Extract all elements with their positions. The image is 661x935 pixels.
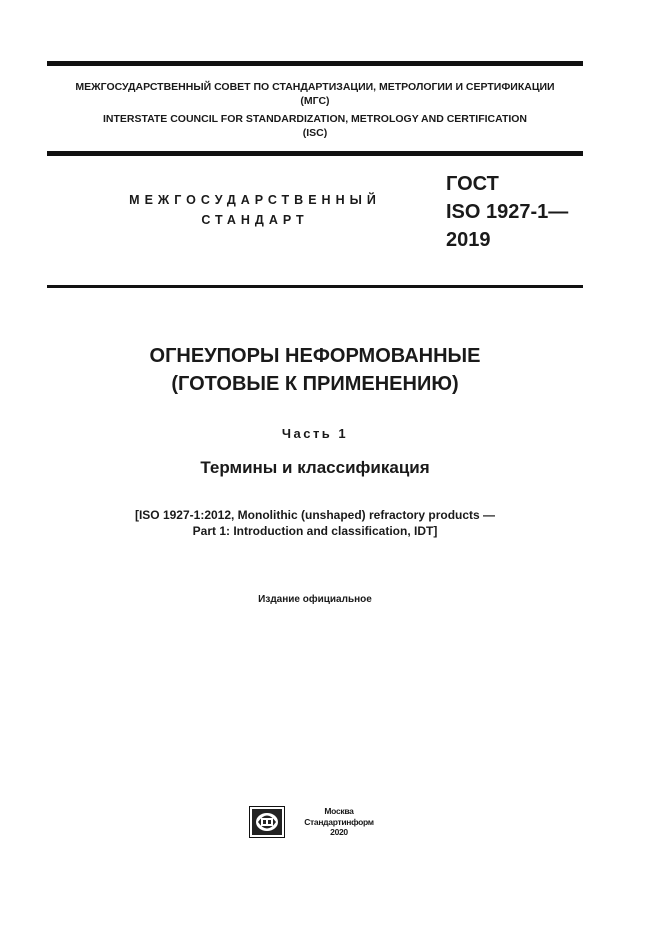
gost-number: ISO 1927-1— [446, 201, 569, 223]
top-rule [47, 61, 583, 66]
iso-reference-line2: Part 1: Introduction and classification, IDT] [192, 524, 438, 538]
council-name-ru [47, 80, 583, 108]
title-line1: ОГНЕУПОРЫ НЕФОРМОВАННЫЕ [149, 345, 481, 367]
council-name-en [47, 112, 583, 140]
title-line2: (ГОТОВЫЕ К ПРИМЕНЕНИЮ) [171, 373, 459, 395]
publisher-block [296, 806, 382, 838]
council-name-en-line: INTERSTATE COUNCIL FOR STANDARDIZATION, METROLOGY AND CERTIFICATION [102, 113, 528, 125]
standartinform-logo-icon [249, 806, 285, 838]
publisher-name: Стандартинформ [304, 816, 374, 827]
standard-type-line2: СТАНДАРТ [201, 213, 309, 227]
council-abbr-ru: (МГС) [300, 95, 330, 107]
part-number: Часть 1 [281, 426, 349, 441]
council-abbr-en: (ISC) [302, 127, 328, 139]
publisher-city: Москва [324, 806, 354, 816]
gost-year: 2019 [446, 229, 491, 251]
edition-note: Издание официальное [258, 594, 372, 605]
standard-type-line1: МЕЖГОСУДАРСТВЕННЫЙ [129, 193, 381, 207]
iso-reference-line1: [ISO 1927-1:2012, Monolithic (unshaped) refractory products — [134, 508, 496, 522]
document-subtitle: Термины и классификация [200, 458, 430, 477]
publisher-year: 2020 [330, 827, 348, 837]
standard-type-label [115, 190, 395, 230]
standard-designation [446, 170, 568, 254]
iso-reference [47, 507, 583, 539]
header-divider [47, 151, 583, 156]
council-name-ru-line: МЕЖГОСУДАРСТВЕННЫЙ СОВЕТ ПО СТАНДАРТИЗАЦИИ, МЕТРОЛОГИИ И СЕРТИФИКАЦИИ [75, 81, 555, 93]
gost-prefix: ГОСТ [446, 173, 499, 195]
title-divider [47, 285, 583, 288]
document-title [47, 342, 583, 398]
